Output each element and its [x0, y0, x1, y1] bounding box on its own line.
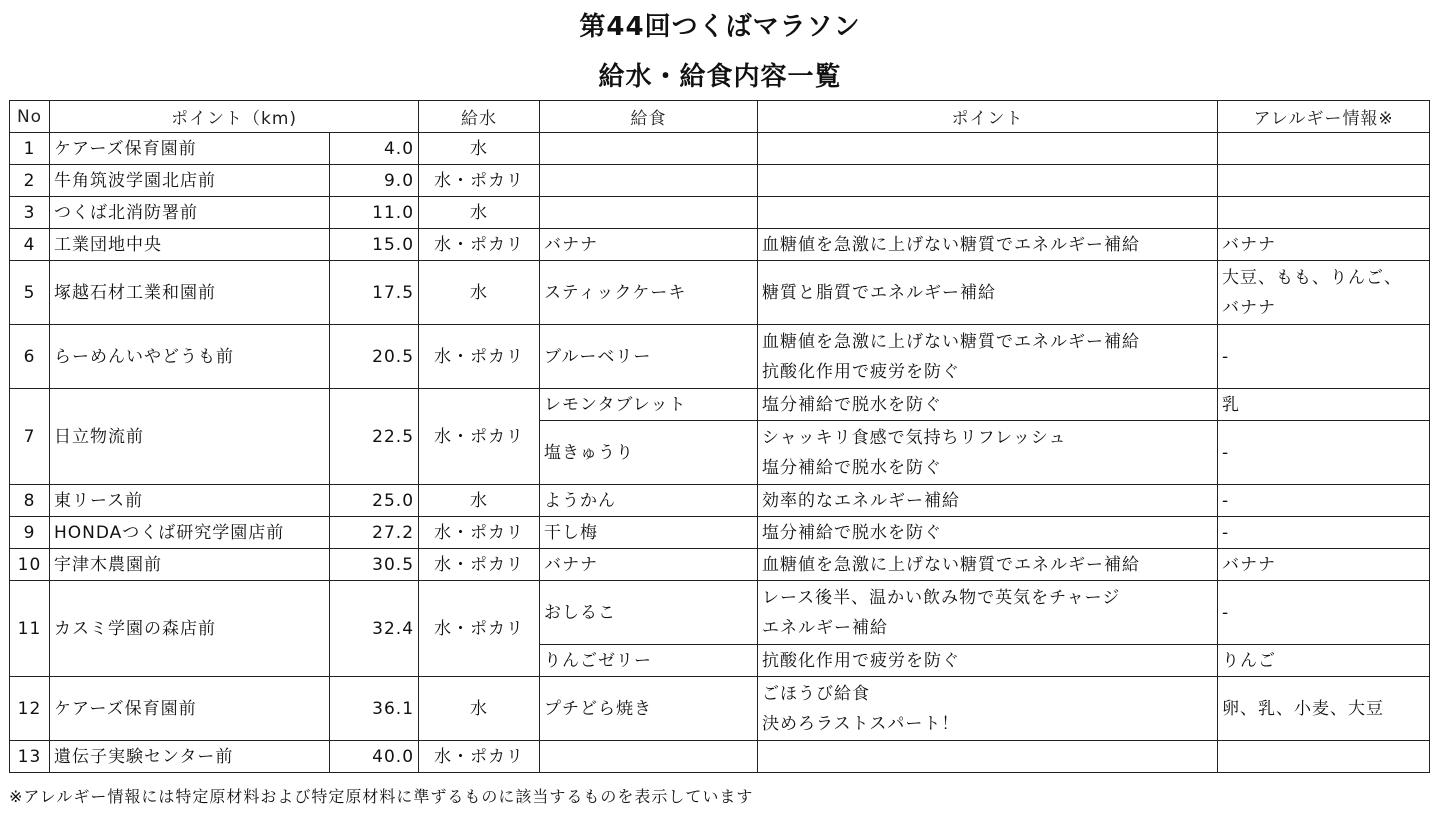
- point-line: 抗酸化作用で疲労を防ぐ: [762, 361, 961, 382]
- cell-name: つくば北消防署前: [50, 197, 330, 229]
- cell-food: スティックケーキ: [540, 261, 758, 325]
- cell-point: [758, 581, 1218, 645]
- cell-allergy: -: [1218, 517, 1430, 549]
- table-row: [10, 581, 1430, 645]
- point-line: シャッキリ食感で気持ちリフレッシュ: [762, 427, 1067, 448]
- cell-allergy: -: [1218, 485, 1430, 517]
- cell-name: らーめんいやどうも前: [50, 325, 330, 389]
- cell-point: [758, 741, 1218, 773]
- cell-name: 工業団地中央: [50, 229, 330, 261]
- cell-no: 10: [10, 549, 50, 581]
- cell-water: 水: [419, 261, 540, 325]
- table-row: [10, 677, 1430, 741]
- cell-food: りんごゼリー: [540, 645, 758, 677]
- table-row: [10, 197, 1430, 229]
- header-food: 給食: [540, 101, 758, 133]
- cell-food: レモンタブレット: [540, 389, 758, 421]
- cell-no: 3: [10, 197, 50, 229]
- cell-no: 12: [10, 677, 50, 741]
- cell-point: [758, 421, 1218, 485]
- cell-name: HONDAつくば研究学園店前: [50, 517, 330, 549]
- cell-water: 水: [419, 677, 540, 741]
- cell-point: 塩分補給で脱水を防ぐ: [758, 517, 1218, 549]
- cell-point: [758, 325, 1218, 389]
- cell-km: 22.5: [330, 389, 419, 485]
- cell-food: [540, 165, 758, 197]
- point-line: 血糖値を急激に上げない糖質でエネルギー補給: [762, 331, 1141, 352]
- cell-food: 塩きゅうり: [540, 421, 758, 485]
- cell-no: 4: [10, 229, 50, 261]
- cell-name: 宇津木農園前: [50, 549, 330, 581]
- point-line: 塩分補給で脱水を防ぐ: [762, 457, 943, 478]
- allergy-line: バナナ: [1222, 297, 1277, 318]
- cell-point: 抗酸化作用で疲労を防ぐ: [758, 645, 1218, 677]
- cell-food: [540, 197, 758, 229]
- point-line: ごほうび給食: [762, 683, 871, 704]
- cell-name: 遺伝子実験センター前: [50, 741, 330, 773]
- cell-food: [540, 741, 758, 773]
- cell-point: 血糖値を急激に上げない糖質でエネルギー補給: [758, 549, 1218, 581]
- allergy-line: 大豆、もも、りんご、: [1222, 267, 1403, 288]
- cell-point: [758, 677, 1218, 741]
- cell-water: 水・ポカリ: [419, 549, 540, 581]
- cell-name: 日立物流前: [50, 389, 330, 485]
- point-line: 決めろラストスパート！: [762, 713, 960, 734]
- cell-water: 水: [419, 133, 540, 165]
- table-row: [10, 165, 1430, 197]
- cell-no: 2: [10, 165, 50, 197]
- cell-food: ようかん: [540, 485, 758, 517]
- table-row: [10, 485, 1430, 517]
- cell-food: おしるこ: [540, 581, 758, 645]
- table-row: [10, 261, 1430, 325]
- cell-water: 水・ポカリ: [419, 581, 540, 677]
- point-line: レース後半、温かい飲み物で英気をチャージ: [762, 587, 1121, 608]
- cell-no: 8: [10, 485, 50, 517]
- cell-point: [758, 165, 1218, 197]
- cell-allergy: [1218, 261, 1430, 325]
- cell-km: 30.5: [330, 549, 419, 581]
- table-row: [10, 229, 1430, 261]
- cell-food: バナナ: [540, 229, 758, 261]
- header-point-km: ポイント（km): [50, 101, 419, 133]
- cell-allergy: [1218, 741, 1430, 773]
- page-title: 第44回つくばマラソン: [579, 12, 861, 42]
- cell-km: 27.2: [330, 517, 419, 549]
- cell-allergy: [1218, 133, 1430, 165]
- cell-allergy: バナナ: [1218, 229, 1430, 261]
- cell-km: 36.1: [330, 677, 419, 741]
- aid-station-table: [9, 100, 1430, 773]
- cell-no: 9: [10, 517, 50, 549]
- cell-food: バナナ: [540, 549, 758, 581]
- cell-food: プチどら焼き: [540, 677, 758, 741]
- header-no: No: [10, 101, 50, 133]
- cell-water: 水・ポカリ: [419, 517, 540, 549]
- cell-no: 5: [10, 261, 50, 325]
- cell-point: 塩分補給で脱水を防ぐ: [758, 389, 1218, 421]
- page-subtitle: 給水・給食内容一覧: [598, 62, 842, 92]
- cell-name: 塚越石材工業和園前: [50, 261, 330, 325]
- cell-food: ブルーベリー: [540, 325, 758, 389]
- table-row: [10, 549, 1430, 581]
- table-header-row: [10, 101, 1430, 133]
- cell-allergy: [1218, 165, 1430, 197]
- cell-km: 15.0: [330, 229, 419, 261]
- cell-no: 6: [10, 325, 50, 389]
- cell-water: 水・ポカリ: [419, 165, 540, 197]
- cell-water: 水・ポカリ: [419, 229, 540, 261]
- cell-name: ケアーズ保育園前: [50, 677, 330, 741]
- allergy-footnote: ※アレルギー情報には特定原材料および特定原材料に準ずるものに該当するものを表示しています: [9, 787, 754, 806]
- cell-water: 水・ポカリ: [419, 325, 540, 389]
- header-point: ポイント: [758, 101, 1218, 133]
- header-allergy: アレルギー情報※: [1218, 101, 1430, 133]
- cell-water: 水: [419, 197, 540, 229]
- table-row: [10, 389, 1430, 421]
- cell-allergy: -: [1218, 581, 1430, 645]
- cell-allergy: 卵、乳、小麦、大豆: [1218, 677, 1430, 741]
- header-water: 給水: [419, 101, 540, 133]
- cell-km: 4.0: [330, 133, 419, 165]
- cell-allergy: バナナ: [1218, 549, 1430, 581]
- cell-point: [758, 133, 1218, 165]
- cell-water: 水・ポカリ: [419, 741, 540, 773]
- table-row: [10, 325, 1430, 389]
- cell-food: [540, 133, 758, 165]
- cell-point: 糖質と脂質でエネルギー補給: [758, 261, 1218, 325]
- cell-no: 7: [10, 389, 50, 485]
- cell-point: [758, 197, 1218, 229]
- cell-no: 13: [10, 741, 50, 773]
- cell-allergy: [1218, 197, 1430, 229]
- cell-km: 32.4: [330, 581, 419, 677]
- point-line: エネルギー補給: [762, 617, 889, 638]
- cell-km: 25.0: [330, 485, 419, 517]
- cell-no: 11: [10, 581, 50, 677]
- cell-no: 1: [10, 133, 50, 165]
- cell-km: 11.0: [330, 197, 419, 229]
- cell-km: 40.0: [330, 741, 419, 773]
- table-row: [10, 741, 1430, 773]
- cell-name: カスミ学園の森店前: [50, 581, 330, 677]
- cell-allergy: りんご: [1218, 645, 1430, 677]
- table-row: [10, 133, 1430, 165]
- cell-water: 水: [419, 485, 540, 517]
- cell-km: 9.0: [330, 165, 419, 197]
- cell-km: 20.5: [330, 325, 419, 389]
- table-row: [10, 517, 1430, 549]
- cell-km: 17.5: [330, 261, 419, 325]
- cell-name: ケアーズ保育園前: [50, 133, 330, 165]
- cell-point: 血糖値を急激に上げない糖質でエネルギー補給: [758, 229, 1218, 261]
- cell-allergy: 乳: [1218, 389, 1430, 421]
- cell-allergy: -: [1218, 325, 1430, 389]
- cell-water: 水・ポカリ: [419, 389, 540, 485]
- cell-name: 東リース前: [50, 485, 330, 517]
- cell-point: 効率的なエネルギー補給: [758, 485, 1218, 517]
- cell-name: 牛角筑波学園北店前: [50, 165, 330, 197]
- cell-allergy: -: [1218, 421, 1430, 485]
- cell-food: 干し梅: [540, 517, 758, 549]
